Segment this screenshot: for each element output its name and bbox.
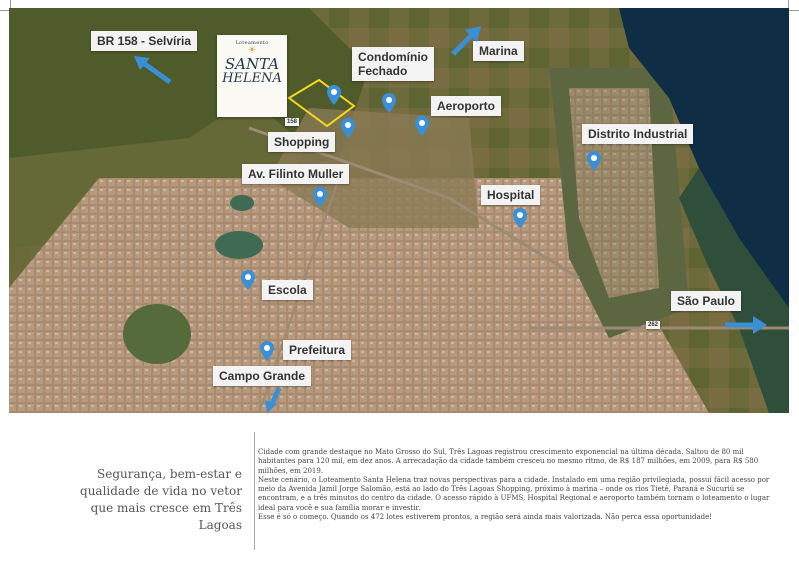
crop-mark-top-right bbox=[788, 0, 799, 11]
pin-condominio2-icon bbox=[382, 93, 396, 113]
arrow-campo-grande-icon bbox=[265, 388, 283, 413]
pin-distrito-icon bbox=[587, 151, 601, 171]
arrow-marina-icon bbox=[449, 26, 481, 58]
label-aeroporto: Aeroporto bbox=[431, 96, 501, 116]
pin-filinto-icon bbox=[313, 187, 327, 207]
pin-aeroporto-icon bbox=[415, 116, 429, 136]
label-distrito-industrial: Distrito Industrial bbox=[582, 124, 693, 144]
label-sao-paulo: São Paulo bbox=[671, 291, 741, 311]
body-text bbox=[258, 448, 770, 522]
pin-hospital-icon bbox=[513, 208, 527, 228]
santa-helena-logo bbox=[217, 35, 287, 117]
logo-small-text: Loteamento bbox=[235, 40, 269, 46]
body-paragraph-3: Esse é só o começo. Quando os 472 lotes estiverem prontos, a região será ainda mais valorizada. Não perca essa oportunidade! bbox=[258, 513, 713, 522]
label-shopping: Shopping bbox=[268, 132, 335, 152]
sun-icon: ☀ bbox=[247, 45, 257, 56]
body-paragraph-2: Neste cenário, o Loteamento Santa Helena traz novas perspectivas para a cidade. Instalado em uma região privilegiada, possui fácil acesso por meio da Avenida Jamil Jorge Salomão, está ao lado do Três Lagoas Shopping, próximo à marina – onde os rios Tietê, Paraná e Sucuriú se encontram, e a três minutos do centro da cidade. O acesso rápido à UFMS, Hospital Regional e aeroporto também tornam o loteamento o lugar ideal para você e sua família morar e investir. bbox=[258, 475, 770, 512]
pin-condominio-icon bbox=[327, 85, 341, 105]
aerial-map bbox=[9, 8, 789, 413]
label-marina: Marina bbox=[473, 41, 524, 61]
road-sign-158: 158 bbox=[287, 119, 298, 125]
tagline: Segurança, bem-estar e qualidade de vida no vetor que mais cresce em Três Lagoas bbox=[80, 467, 242, 532]
divider bbox=[254, 432, 255, 550]
label-campo-grande: Campo Grande bbox=[213, 366, 311, 386]
label-hospital: Hospital bbox=[481, 185, 540, 205]
label-escola: Escola bbox=[262, 280, 313, 300]
label-condominio: Condomínio Fechado bbox=[352, 47, 434, 81]
arrow-br158-icon bbox=[134, 56, 174, 86]
arrow-sao-paulo-icon bbox=[725, 316, 767, 334]
pin-prefeitura-icon bbox=[260, 341, 274, 361]
pin-shopping-icon bbox=[341, 118, 355, 138]
pin-escola-icon bbox=[241, 270, 255, 290]
logo-name-line2: HELENA bbox=[222, 71, 282, 86]
body-paragraph-1: Cidade com grande destaque no Mato Grosso do Sul, Três Lagoas registrou crescimento exponencial na última década. Saltou de 80 mil habitantes para 120 mil, em dez anos. A arrecadação da cidade também cresceu no mesmo ritmo, de R$ 187 milhões, em 2009, para R$ 580 milhões, em 2019. bbox=[258, 448, 759, 475]
road-sign-262: 262 bbox=[648, 322, 659, 328]
label-prefeitura: Prefeitura bbox=[283, 340, 351, 360]
logo-name-line1: SANTA bbox=[224, 55, 280, 73]
label-br158: BR 158 - Selvíria bbox=[91, 31, 197, 51]
label-filinto-muller: Av. Filinto Muller bbox=[242, 164, 349, 184]
